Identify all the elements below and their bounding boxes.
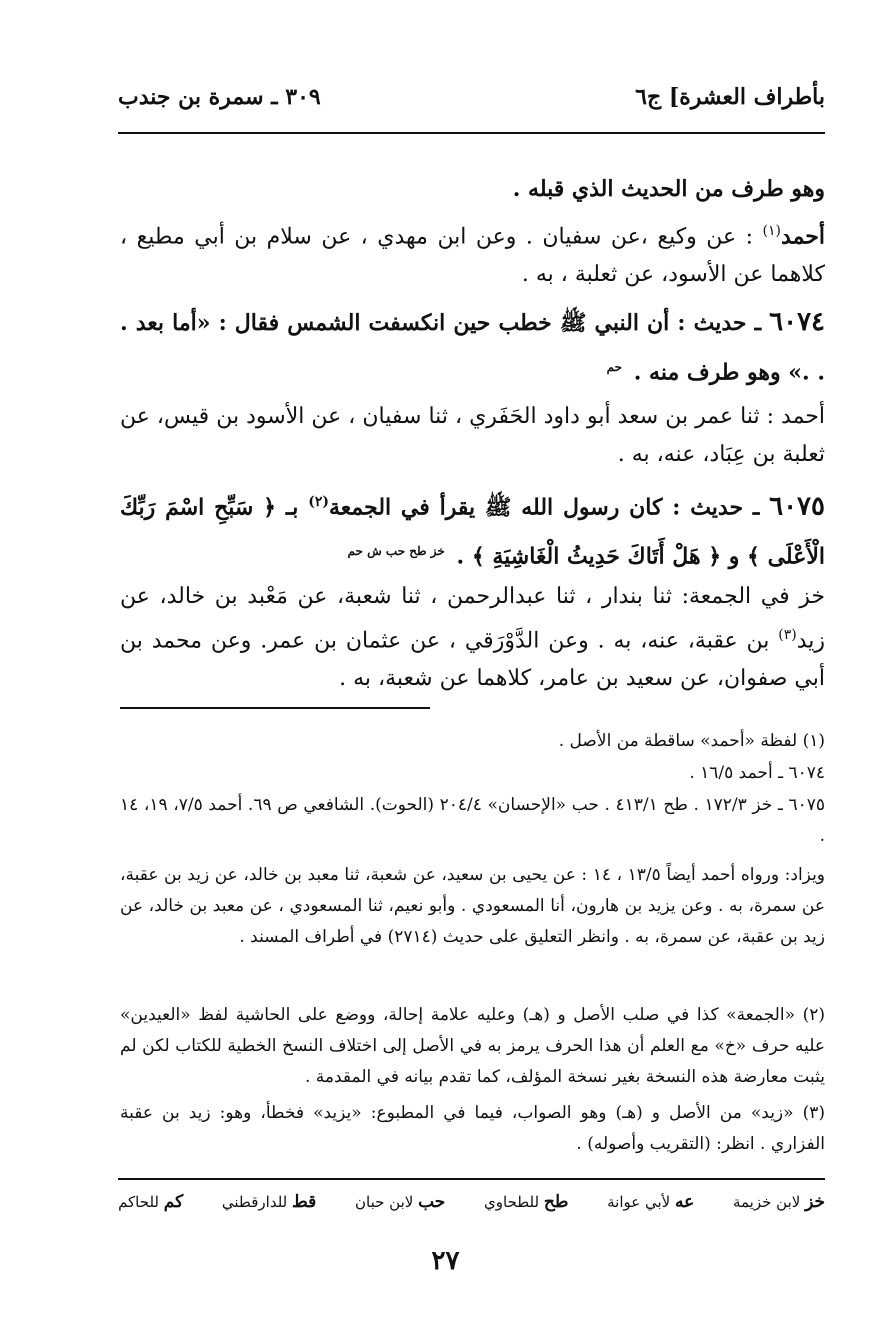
paragraph-khz-chain	[120, 578, 825, 698]
header-rule	[118, 132, 825, 134]
footnote-2: (٢) «الجمعة» كذا في صلب الأصل و (هـ) وعليه علامة إحالة، ووضع على الحاشية لفظ «العيدين» عليه حرف «خ» مع العلم أن هذا الحرف يرمز به في الأصل إلى اختلاف النسخ الخطية للكتاب لكن لم يثبت معارضة هذه النسخة بغير نسخة المؤلف، كما تقدم بيانه في المقدمة .	[120, 1005, 825, 1087]
footnote-3: (٣) «زيد» من الأصل و (هـ) وهو الصواب، فيما في المطبوع: «يزيد» فخطأ، وهو: زيد بن عقبة الفزاري . انظر: (التقريب وأصوله) .	[120, 1103, 825, 1154]
page-number: ٢٧	[431, 1246, 460, 1276]
chain-text-cont: بن عقبة، عنه، به . وعن الدَّوْرَقي ، عن عثمان بن عمر. وعن محمد بن أبي صفوان، عن سعيد بن عامر، كلاهما عن شعبة، به .	[120, 628, 825, 692]
abbreviation-key	[118, 1192, 825, 1212]
footnote-separator	[120, 707, 430, 709]
quran-verses: بـ ﴿ سَبِّحِ اسْمَ رَبِّكَ الْأَعْلَى ﴾ و ﴿ هَلْ أَتَاكَ حَدِيثُ الْغَاشِيَةِ ﴾ .	[120, 494, 825, 570]
hadith-6075	[120, 480, 825, 579]
abbr-item: عه لأبي عوانة	[607, 1192, 695, 1212]
source-name: أحمد	[781, 223, 825, 250]
abbr-item: قط للدارقطني	[221, 1192, 317, 1212]
footnote-additions: ويزاد: ورواه أحمد أيضاً ١٣/٥ ، ١٤ : عن يحيى بن سعيد، عن شعبة، ثنا معبد بن خالد، عن زيد بن عقبة، عن سمرة، به . وعن يزيد بن هارون، أنا المسعودي . وأبو نعيم، ثنا المسعودي ، عن معبد بن خالد، عن زيد بن عقبة، عن سمرة، به . وانظر التعليق على حديث (٢٧١٤) في أطراف المسند .	[120, 865, 826, 947]
paragraph-ahmad	[120, 212, 825, 294]
running-header-chapter: ٣٠٩ ـ سمرة بن جندب	[118, 84, 321, 110]
abbr-item: كم للحاكم	[118, 1192, 184, 1212]
footnote-1: (١) لفظة «أحمد» ساقطة من الأصل .	[558, 731, 825, 751]
footnote-ref-1: (١)	[762, 223, 782, 239]
hadith-text: ـ حديث : كان رسول الله ﷺ يقرأ في الجمعة	[328, 494, 770, 521]
running-header-title: بأطراف العشرة] ج٦	[635, 84, 825, 110]
hadith-number: ٦٠٧٤	[769, 307, 825, 337]
footnote-6074-sources: ٦٠٧٤ ـ أحمد ١٦/٥ .	[689, 763, 825, 783]
paragraph-intro: وهو طرف من الحديث الذي قبله .	[512, 176, 825, 202]
abbr-item: حب لابن حبان	[355, 1192, 446, 1212]
hadith-6074	[120, 300, 825, 394]
hadith-text: ـ حديث : أن النبي ﷺ خطب حين انكسفت الشمس فقال : «أما بعد . . .» وهو طرف منه .	[120, 310, 825, 386]
abbr-item: خز لابن خزيمة	[732, 1192, 825, 1212]
abbreviation-rule	[118, 1178, 825, 1180]
hadith-number: ٦٠٧٥	[769, 491, 825, 522]
source-codes: حم	[606, 360, 623, 374]
source-codes: خز طح حب ش حم	[347, 544, 445, 559]
abbr-item: طح للطحاوي	[484, 1192, 569, 1212]
chain-text: خز في الجمعة: ثنا بندار ، ثنا عبدالرحمن ، ثنا شعبة، عن مَعْبد بن خالد، عن زيد	[120, 584, 825, 654]
footnote-ref-2: (٢)	[308, 494, 329, 510]
paragraph-ahmad-chain: أحمد : ثنا عمر بن سعد أبو داود الحَفَري ، ثنا سفيان ، عن الأسود بن قيس، عن ثعلبة بن عِبَاد، عنه، به .	[120, 404, 825, 467]
footnote-ref-3: (٣)	[778, 627, 797, 643]
chain-text: : عن وكيع ،عن سفيان . وعن ابن مهدي ، عن سلام بن أبي مطيع ، كلاهما عن الأسود، عن ثعلبة ، به .	[120, 224, 825, 288]
footnote-6075-sources: ٦٠٧٥ ـ خز ١٧٢/٣ . طح ٤١٣/١ . حب «الإحسان» ٢٠٤/٤ (الحوت). الشافعي ص ٦٩. أحمد ٧/٥، ١٩، ١٤ .	[120, 795, 825, 846]
